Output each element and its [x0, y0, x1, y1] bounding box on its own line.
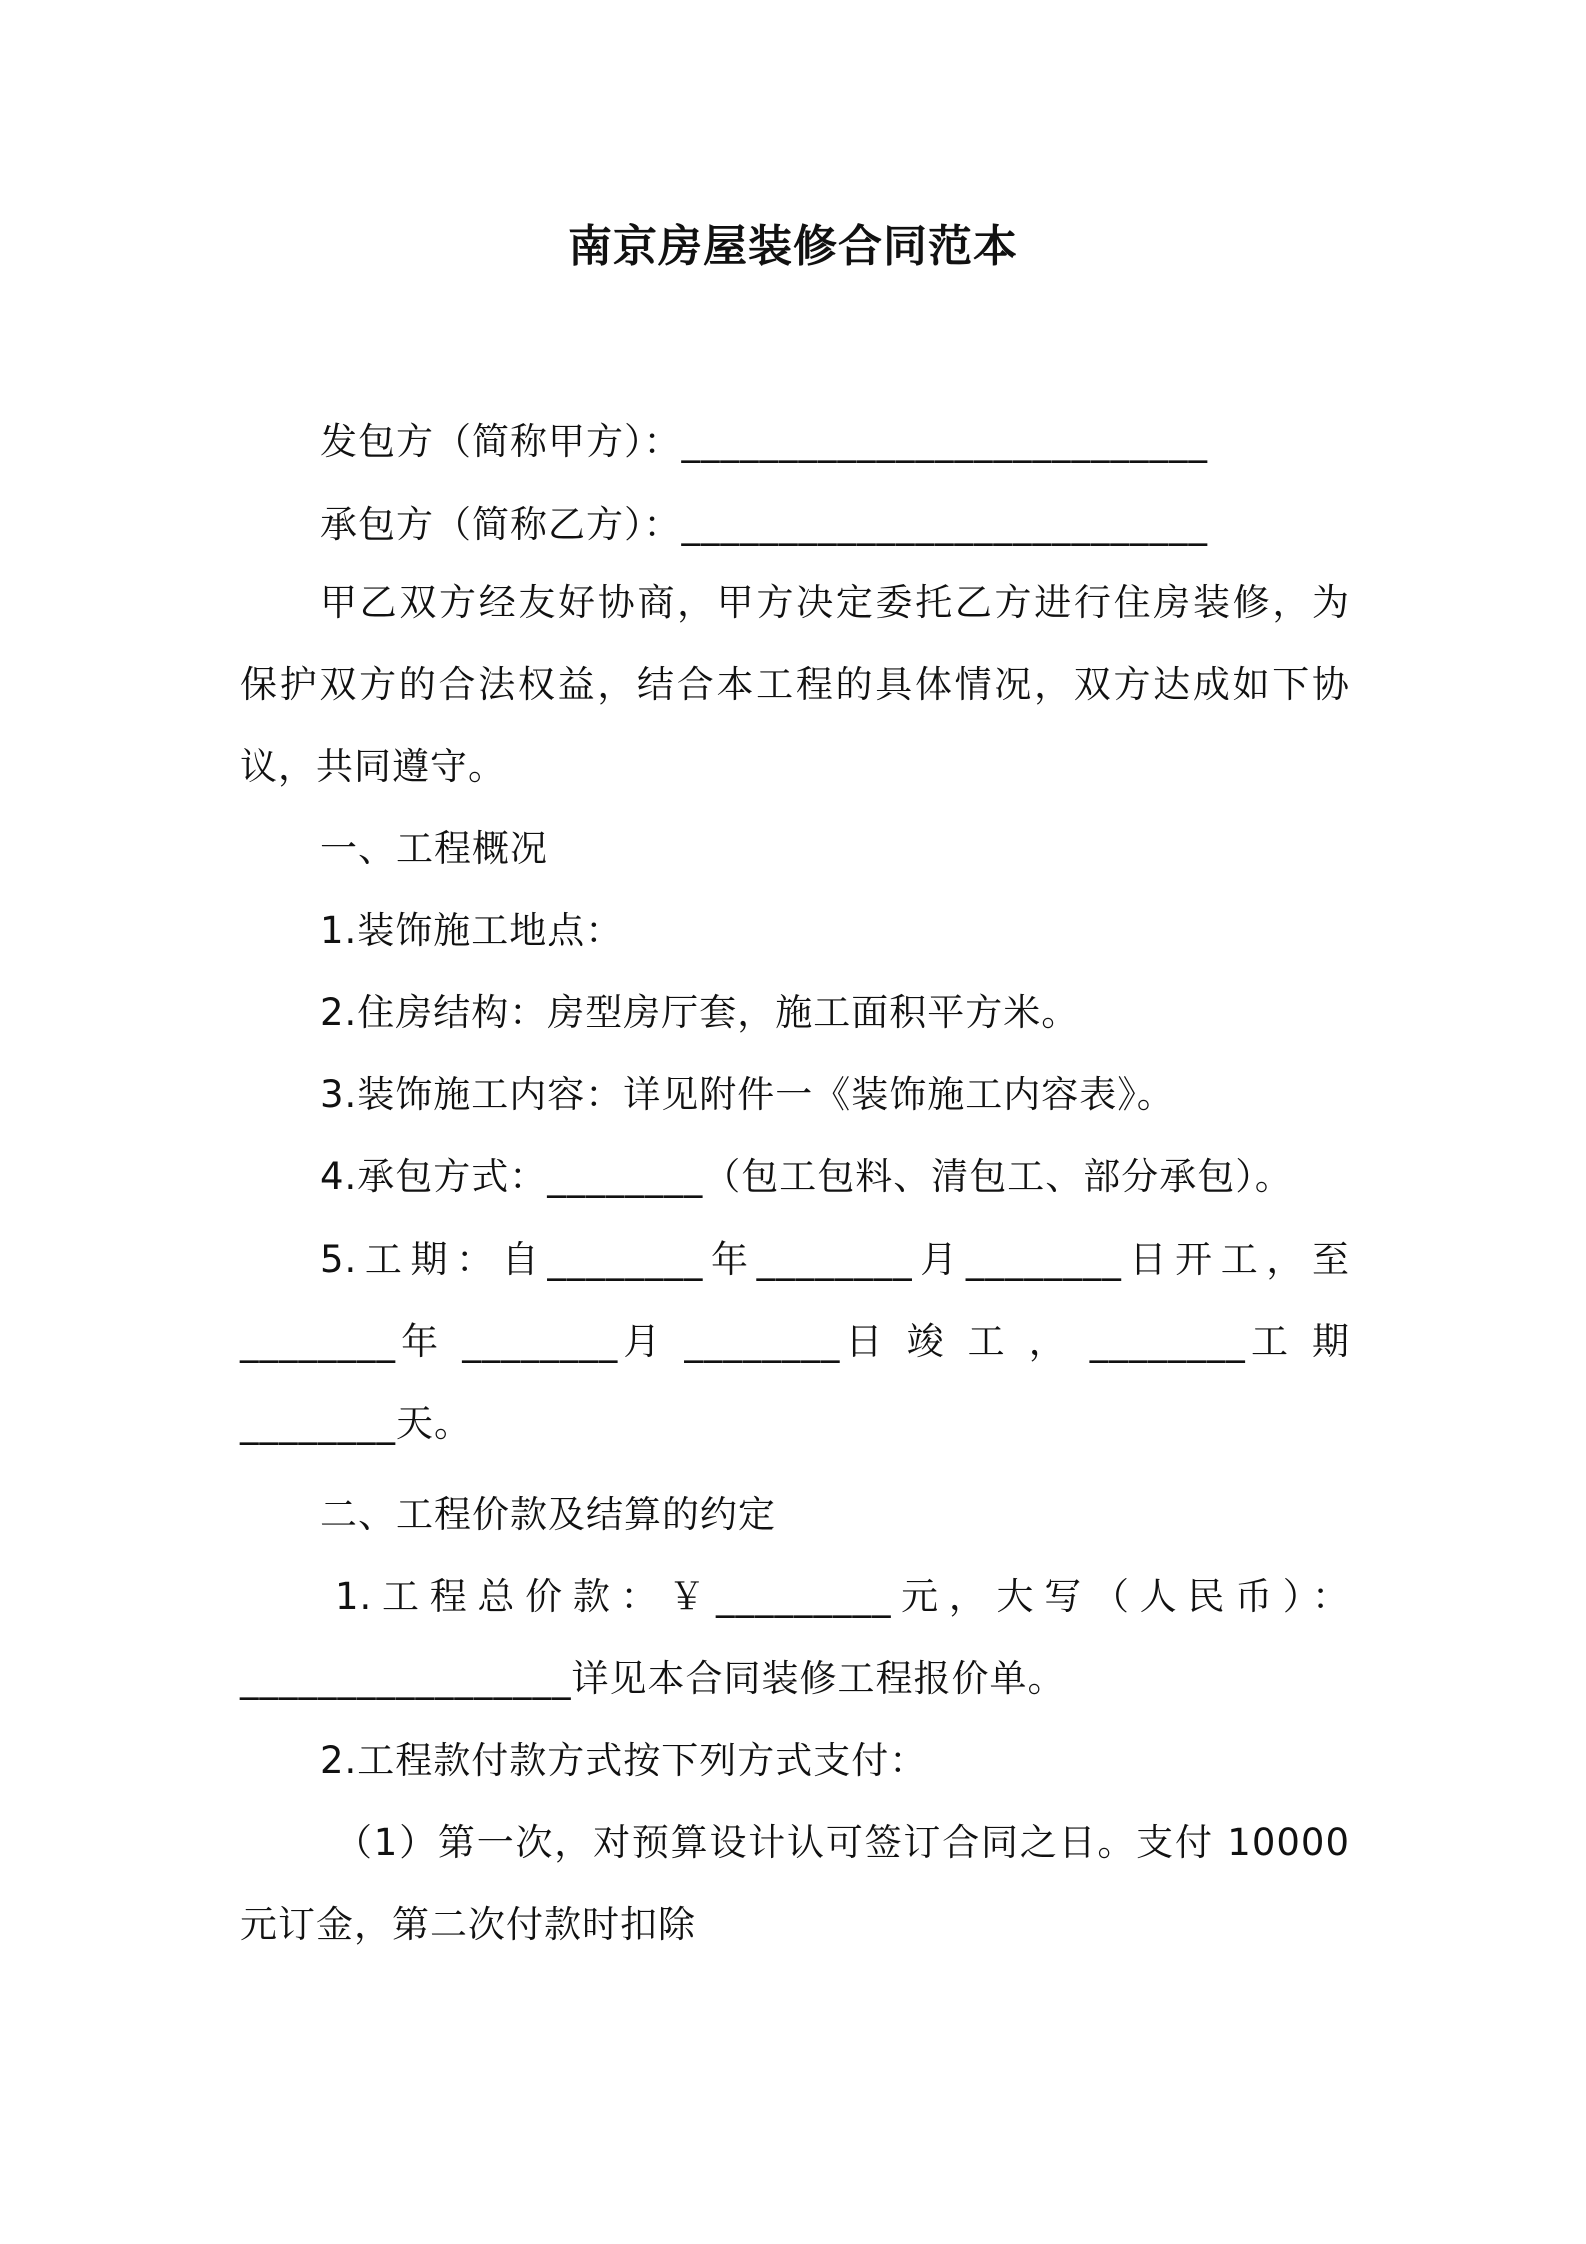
clause-1-5-line-2: ________年 ________月 ________日 竣 工 ， ________工 期: [240, 1320, 1350, 1363]
clause-1-3: 3.装饰施工内容：详见附件一《装饰施工内容表》。: [320, 1073, 1175, 1116]
clause-2-2-1-line-2: 元订金，第二次付款时扣除: [240, 1903, 696, 1946]
intro-paragraph-line-1: 甲乙双方经友好协商，甲方决定委托乙方进行住房装修，为: [320, 581, 1350, 624]
clause-2-1-line-2: _________________详见本合同装修工程报价单。: [240, 1657, 1066, 1700]
clause-1-5-line-3: ________天。: [240, 1402, 472, 1445]
clause-1-4: 4.承包方式：________（包工包料、清包工、部分承包）。: [320, 1155, 1293, 1198]
document-title: 南京房屋装修合同范本: [568, 221, 1018, 272]
clause-1-1: 1.装饰施工地点：: [320, 909, 624, 952]
intro-paragraph-line-2: 保护双方的合法权益，结合本工程的具体情况，双方达成如下协: [240, 663, 1350, 706]
intro-paragraph-line-3: 议，共同遵守。: [240, 745, 506, 788]
section-heading-1: 一、工程概况: [320, 827, 548, 870]
party-a-line: 发包方（简称甲方）：___________________________: [320, 420, 1208, 463]
clause-1-5-line-1: 5.工期：自________年________月________日开工，至: [320, 1238, 1350, 1281]
section-heading-2: 二、工程价款及结算的约定: [320, 1493, 776, 1536]
clause-1-2: 2.住房结构：房型房厅套，施工面积平方米。: [320, 991, 1080, 1034]
clause-2-1-line-1: 1.工程总价款：￥_________元，大写（人民币）：: [335, 1575, 1350, 1618]
clause-2-2-1-line-1: （1）第一次，对预算设计认可签订合同之日。支付 10000: [335, 1821, 1350, 1864]
party-b-line: 承包方（简称乙方）：___________________________: [320, 503, 1208, 546]
clause-2-2: 2.工程款付款方式按下列方式支付：: [320, 1739, 928, 1782]
